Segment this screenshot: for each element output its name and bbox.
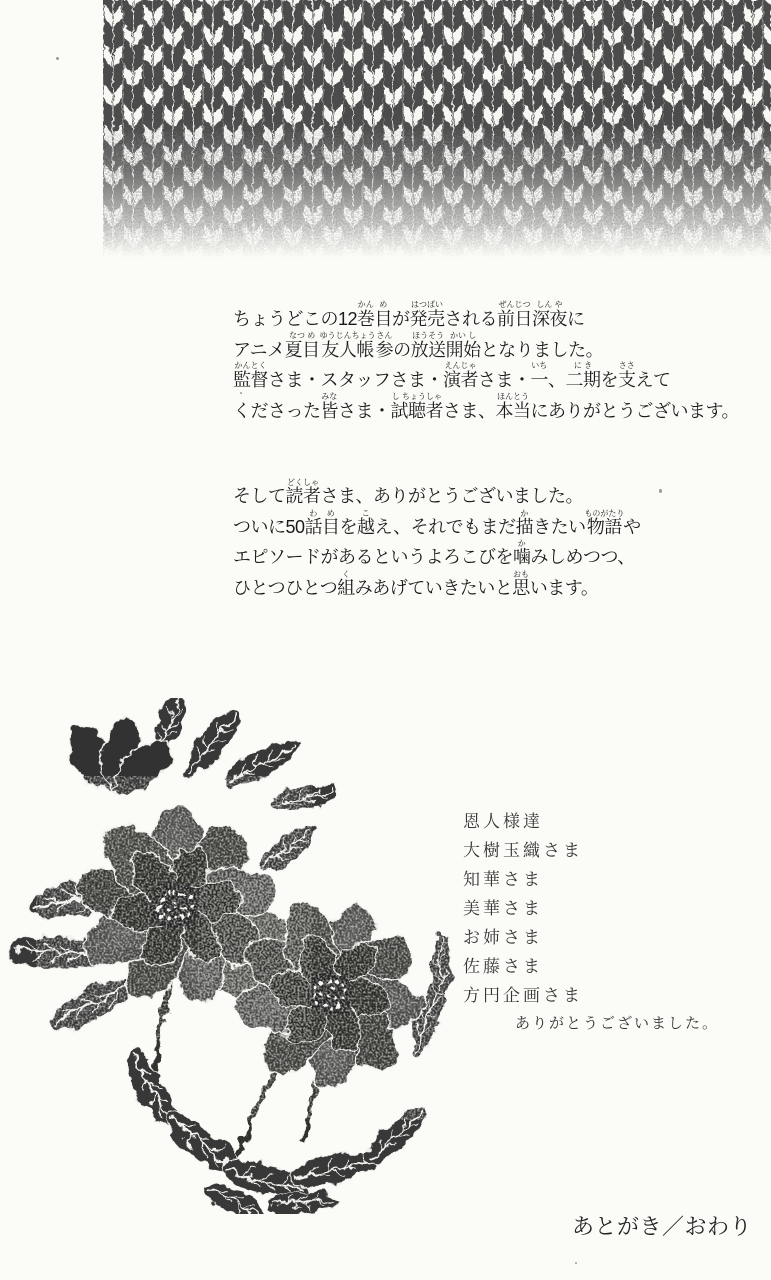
text-line: エピソードがあるというよろこびを噛かみしめつつ、	[233, 539, 635, 568]
text-line: 監督かんとくさま・スタッフさま・演者えんじゃさま・一いち、二期に きを支ささえて	[233, 361, 671, 391]
paragraph-reader-thanks	[233, 478, 641, 601]
credits-item: 佐藤さま	[463, 957, 543, 976]
credits-item: 大樹玉織さま	[463, 841, 583, 860]
scan-speck	[56, 57, 59, 60]
text-line: くださった皆みなさま・試聴者し ちょうしゃさま、本当ほんとうにありがとうございます。	[233, 392, 740, 422]
afterword-footer-label: あとがき／おわり	[572, 1214, 753, 1239]
credits-list	[463, 807, 719, 1039]
text-line: アニメ夏目なつ め友人帳ゆうじんちょう参さんの放送ほうそう開始かい しとなりました。	[233, 330, 604, 360]
scan-speck	[659, 489, 662, 493]
credits-item: お姉さま	[463, 928, 543, 947]
credits-item: 方円企画さま	[463, 986, 583, 1005]
peony-illustration	[4, 698, 468, 1214]
credits-item: 知華さま	[463, 870, 543, 889]
text-line: ついに50話わ目めを越こえ、それでもまだ描かきたい物語ものがたりや	[233, 508, 641, 537]
credits-thanks: ありがとうございました。	[515, 1016, 720, 1032]
credits-item: 恩人様達	[463, 812, 543, 831]
scan-speck	[575, 1262, 577, 1264]
credits-item: 美華さま	[463, 899, 543, 918]
paragraph-anime-thanks	[233, 300, 739, 423]
text-line: ひとつひとつ組くみあげていきたいと思おもいます。	[233, 570, 599, 599]
yagasuri-arrow-pattern	[103, 0, 771, 258]
text-line: ちょうどこの12巻かん目めが発売はつばいされる前日ぜんじつ深夜しん やに	[233, 300, 585, 329]
scan-speck	[240, 392, 242, 394]
text-line: そして読者どくしゃさま、ありがとうございました。	[233, 478, 583, 506]
